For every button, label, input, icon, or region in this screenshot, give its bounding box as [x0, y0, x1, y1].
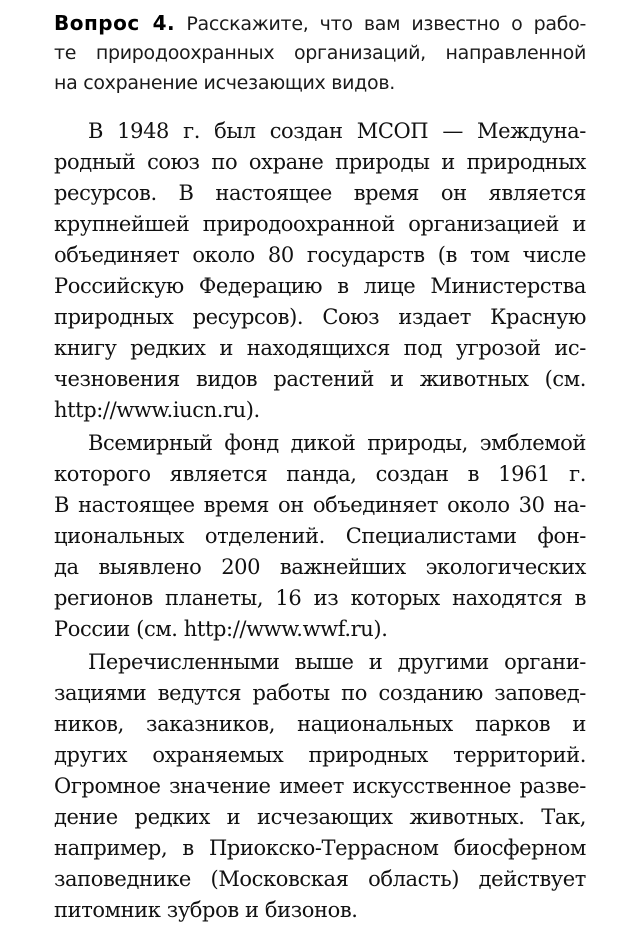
text-line: Российскую Федерацию в лице Министерства — [54, 274, 586, 298]
text-line: Всемирный фонд дикой природы, эмблемой — [88, 431, 586, 455]
question-line: те природоохранных организаций, направленной — [54, 42, 586, 64]
text-line: родный союз по охране природы и природных — [54, 150, 586, 174]
text-line: объединяет около 80 государств (в том числе — [54, 243, 586, 267]
text-line: природных ресурсов). Союз издает Красную — [54, 305, 586, 329]
question-line — [54, 8, 586, 38]
text-line: заповеднике (Московская область) действует — [54, 867, 586, 891]
text-line: которого является панда, создан в 1961 г. — [54, 462, 586, 486]
text-line: регионов планеты, 16 из которых находятся в — [54, 586, 586, 610]
question-line: на сохранение исчезающих видов. — [54, 72, 395, 94]
question-block — [54, 8, 586, 98]
text-line: да выявлено 200 важнейших экологических — [54, 555, 586, 579]
text-line: питомник зубров и бизонов. — [54, 898, 358, 922]
text-line: Перечисленными выше и другими органи- — [88, 650, 586, 674]
paragraph-wwf — [54, 428, 586, 645]
text-line: ников, заказников, национальных парков и — [54, 712, 586, 736]
text-line: В настоящее время он объединяет около 30 на- — [54, 493, 586, 517]
text-line: циональных отделений. Специалистами фон- — [54, 524, 586, 548]
text-line: ресурсов. В настоящее время он является — [54, 181, 586, 205]
text-line: книгу редких и находящихся под угрозой ис- — [54, 336, 586, 360]
answer-block — [54, 116, 586, 926]
question-text: Расскажите, что вам известно о рабо- — [175, 13, 587, 35]
text-line: чезновения видов растений и животных (см. — [54, 367, 586, 391]
text-line: дение редких и исчезающих животных. Так, — [54, 805, 586, 829]
text-line: других охраняемых природных территорий. — [54, 743, 586, 767]
text-line: http://www.iucn.ru). — [54, 398, 260, 422]
textbook-page — [54, 0, 586, 928]
text-line: зациями ведутся работы по созданию заповед- — [54, 681, 586, 705]
text-line: Огромное значение имеет искусственное разве- — [54, 774, 586, 798]
text-line: например, в Приокско-Террасном биосферном — [54, 836, 586, 860]
paragraph-iucn — [54, 116, 586, 426]
paragraph-reserves — [54, 647, 586, 926]
question-label: Вопрос 4. — [54, 11, 176, 35]
text-line: В 1948 г. был создан МСОП — Междуна- — [88, 119, 586, 143]
text-line: России (см. http://www.wwf.ru). — [54, 617, 388, 641]
text-line: крупнейшей природоохранной организацией и — [54, 212, 586, 236]
